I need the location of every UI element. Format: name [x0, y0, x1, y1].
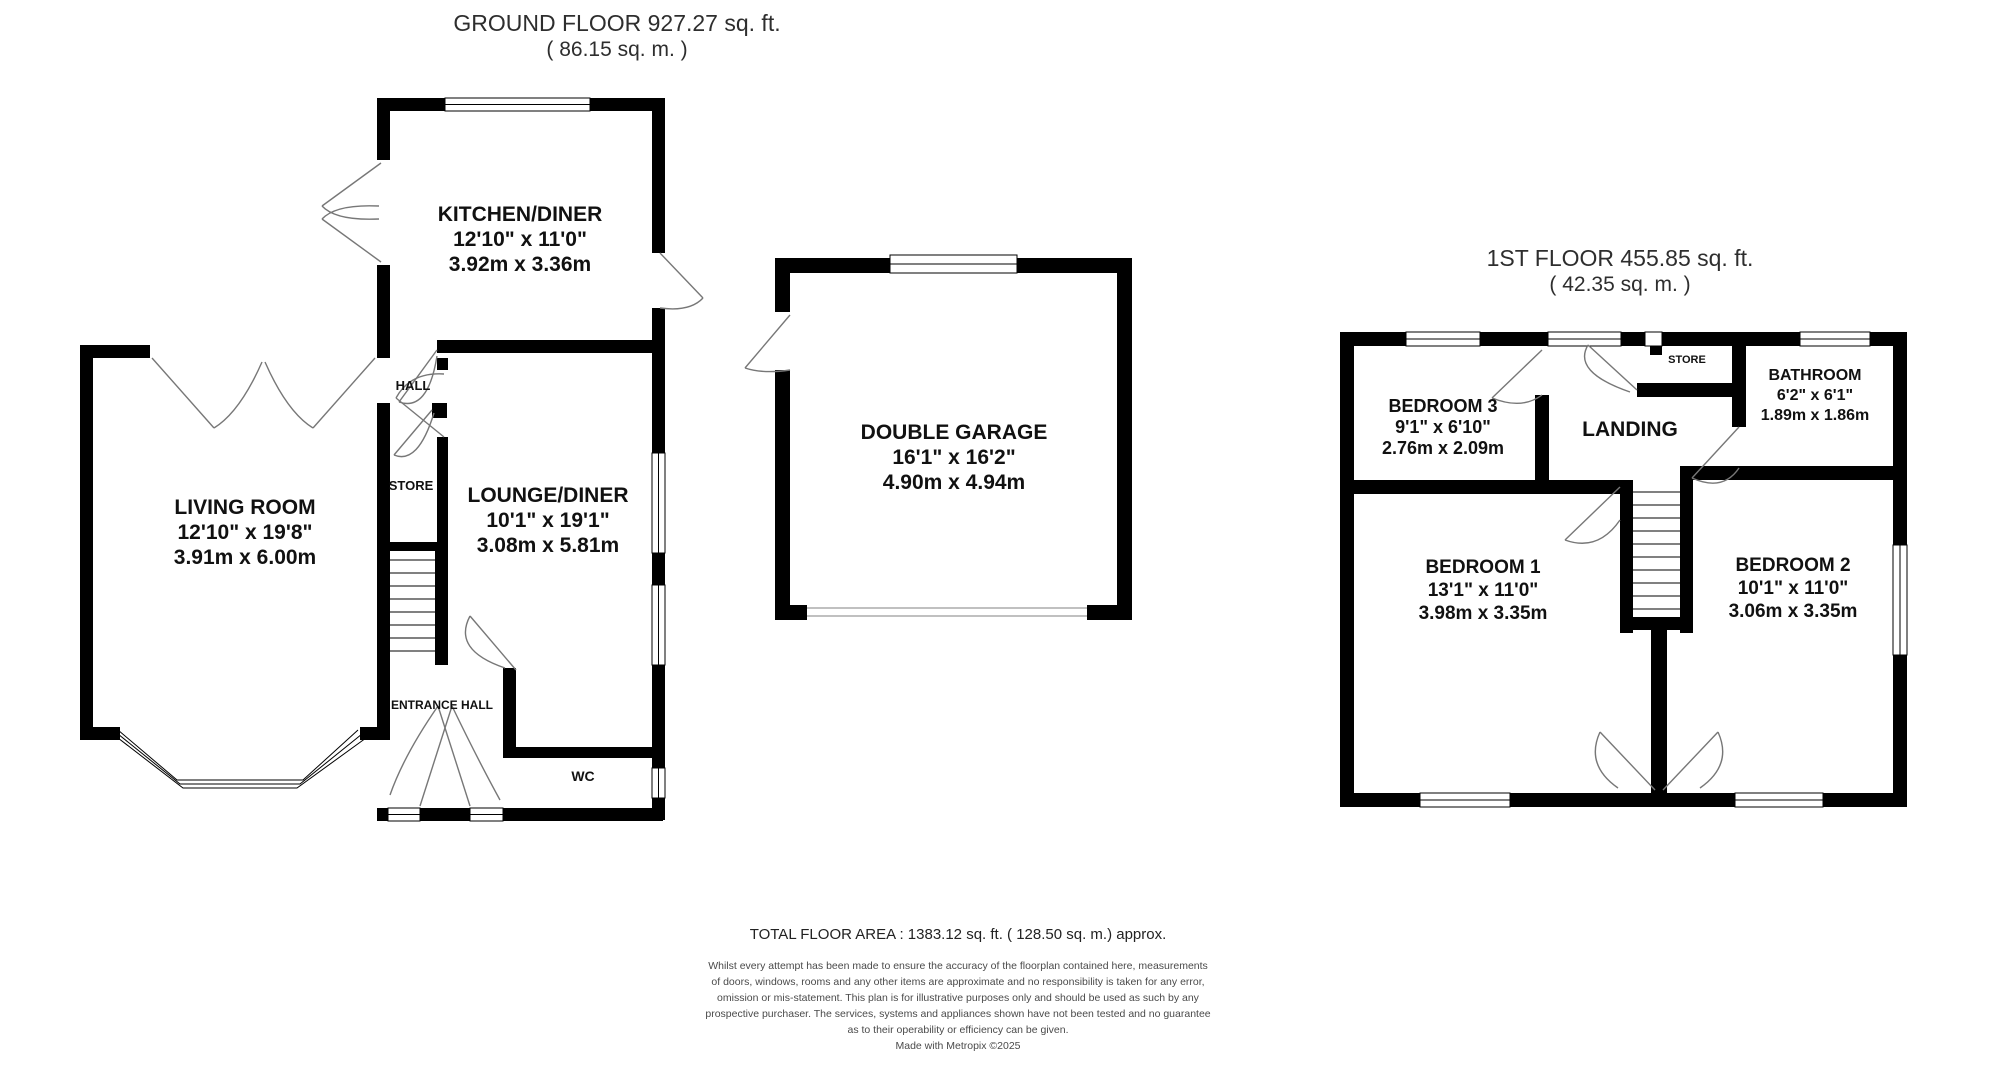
- total-floor-area: TOTAL FLOOR AREA : 1383.12 sq. ft. ( 128.50 sq. m.) approx.: [749, 926, 1167, 943]
- lounge-name: LOUNGE/DINER: [467, 484, 629, 507]
- lounge-metric: 3.08m x 5.81m: [476, 534, 620, 557]
- room-label-bedroom2: [1729, 554, 1858, 623]
- bedroom1-metric: 3.98m x 3.35m: [1418, 603, 1548, 624]
- first-floor-stairs: [1633, 492, 1680, 609]
- bathroom-name: BATHROOM: [1768, 367, 1862, 384]
- bedroom3-name: BEDROOM 3: [1388, 396, 1498, 416]
- kitchen-imperial: 12'10" x 11'0": [453, 228, 587, 251]
- room-label-lounge: [467, 483, 628, 558]
- room-label-store-1f: STORE: [1668, 354, 1706, 366]
- room-label-living: [174, 495, 316, 570]
- ground-floor-title-text: GROUND FLOOR 927.27 sq. ft.: [453, 10, 781, 36]
- bedroom1-name: BEDROOM 1: [1425, 557, 1541, 578]
- room-label-bedroom3: [1382, 396, 1504, 459]
- disclaimer: [705, 958, 1210, 1054]
- garage-imperial: 16'1" x 16'2": [892, 446, 1016, 469]
- kitchen-name: KITCHEN/DINER: [437, 203, 603, 226]
- room-label-hall: HALL: [395, 378, 431, 393]
- garage-window: [890, 255, 1017, 273]
- room-label-kitchen: [438, 202, 603, 277]
- living-name: LIVING ROOM: [174, 496, 316, 519]
- room-label-wc: WC: [571, 768, 595, 784]
- bedroom2-metric: 3.06m x 3.35m: [1728, 601, 1858, 622]
- first-floor-title-text: 1ST FLOOR 455.85 sq. ft.: [1486, 245, 1754, 271]
- disclaimer-line: omission or mis-statement. This plan is for illustrative purposes only and should be used as such by any: [717, 992, 1199, 1004]
- ground-floor-subtitle: ( 86.15 sq. m. ): [546, 38, 688, 61]
- room-label-bedroom1: [1419, 556, 1548, 625]
- metropix-credit: Made with Metropix ©2025: [895, 1040, 1021, 1052]
- bedroom2-imperial: 10'1" x 11'0": [1737, 578, 1849, 599]
- bathroom-imperial: 6'2" x 6'1": [1776, 387, 1854, 404]
- disclaimer-line: as to their operability or efficiency can be given.: [847, 1024, 1069, 1036]
- garage-name: DOUBLE GARAGE: [860, 421, 1048, 444]
- disclaimer-line: Whilst every attempt has been made to ensure the accuracy of the floorplan contained here, measurements: [708, 960, 1208, 972]
- disclaimer-line: of doors, windows, rooms and any other items are approximate and no responsibility is taken for any error,: [711, 976, 1205, 988]
- ground-floor-title: [453, 10, 780, 62]
- room-label-garage: [861, 420, 1048, 495]
- bedroom3-imperial: 9'1" x 6'10": [1395, 417, 1491, 437]
- ground-floor-stairs: [390, 560, 435, 651]
- disclaimer-line: prospective purchaser. The services, systems and appliances shown have not been tested and no guarantee: [705, 1008, 1211, 1020]
- room-label-bathroom: [1761, 366, 1870, 426]
- living-imperial: 12'10" x 19'8": [177, 521, 313, 544]
- bedroom3-metric: 2.76m x 2.09m: [1381, 438, 1505, 458]
- garage-door-opening: [807, 608, 1087, 616]
- living-metric: 3.91m x 6.00m: [173, 546, 317, 569]
- room-label-entrance-hall: ENTRANCE HALL: [391, 698, 493, 712]
- bedroom1-imperial: 13'1" x 11'0": [1427, 580, 1539, 601]
- first-floor-subtitle: ( 42.35 sq. m. ): [1549, 273, 1691, 296]
- bay-window: [118, 730, 366, 788]
- bathroom-metric: 1.89m x 1.86m: [1760, 407, 1870, 424]
- ground-floor-plan: [80, 98, 703, 821]
- garage-metric: 4.90m x 4.94m: [882, 471, 1026, 494]
- first-floor-title: [1487, 245, 1754, 297]
- lounge-imperial: 10'1" x 19'1": [486, 509, 610, 532]
- room-label-store-gf: STORE: [388, 478, 434, 493]
- garage-side-door: [745, 315, 790, 372]
- bedroom2-name: BEDROOM 2: [1735, 555, 1851, 576]
- kitchen-metric: 3.92m x 3.36m: [448, 253, 592, 276]
- room-label-landing: LANDING: [1582, 418, 1678, 441]
